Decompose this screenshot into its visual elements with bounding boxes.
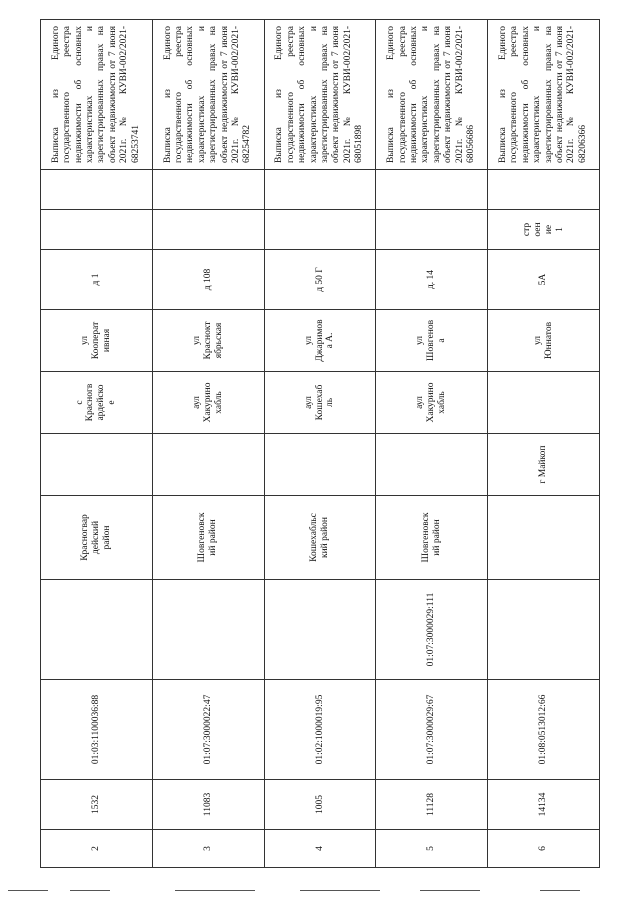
cell-part (152, 210, 264, 250)
cell-house: д 50 Г (264, 250, 376, 310)
cell-part (376, 210, 488, 250)
cell-house: д. 14 (376, 250, 488, 310)
cell-settlement: аул Кошехаб ль (264, 372, 376, 434)
cell-area: 1532 (41, 780, 153, 830)
cell-city (376, 434, 488, 496)
cell-area: 11083 (152, 780, 264, 830)
cell-cadastral2 (488, 580, 600, 680)
cell-num: 6 (488, 830, 600, 868)
cell-street: ул Краснокт ябрьская (152, 310, 264, 372)
cell-area: 11128 (376, 780, 488, 830)
cell-settlement: с Красногв ардейско е (41, 372, 153, 434)
cell-extract: Выписка из Единого государственного реестра недвижимости об основных характеристиках и зарегистрированных правах на объект недвижимости от 7 июня 2021г. № КУВИ-002/2021-68254782 (152, 20, 264, 170)
cell-extra (488, 170, 600, 210)
table-row (376, 20, 488, 868)
cell-cadastral2 (264, 580, 376, 680)
cell-house: 5А (488, 250, 600, 310)
property-table (40, 19, 600, 868)
cell-district: Шовгеновск ий район (152, 496, 264, 580)
cell-cadastral2 (41, 580, 153, 680)
cell-city (41, 434, 153, 496)
cell-extra (264, 170, 376, 210)
cell-cadastral: 01:02:1000019:95 (264, 680, 376, 780)
cell-num: 2 (41, 830, 153, 868)
footer-scan-lines (0, 880, 640, 900)
cell-city: г Майкоп (488, 434, 600, 496)
cell-extract: Выписка из Единого государственного реестра недвижимости об основных характеристиках и зарегистрированных правах на объект недвижимости от 7 июня 2021г. № КУВИ-002/2021-68056686 (376, 20, 488, 170)
cell-district (488, 496, 600, 580)
cell-cadastral: 01:07:3000022:47 (152, 680, 264, 780)
cell-settlement (488, 372, 600, 434)
cell-num: 5 (376, 830, 488, 868)
cell-cadastral: 01:07:3000029:67 (376, 680, 488, 780)
cell-street: ул Кооперат ивная (41, 310, 153, 372)
table-row (264, 20, 376, 868)
cell-area: 1005 (264, 780, 376, 830)
cell-street: ул Юннатов (488, 310, 600, 372)
cell-settlement: аул Хакурино хабль (376, 372, 488, 434)
cell-cadastral2: 01:07:3000029:111 (376, 580, 488, 680)
cell-cadastral: 01:08:0513012:66 (488, 680, 600, 780)
cell-cadastral2 (152, 580, 264, 680)
cell-city (264, 434, 376, 496)
cell-house: д 1 (41, 250, 153, 310)
table-row (41, 20, 153, 868)
cell-cadastral: 01:03:1100036:88 (41, 680, 153, 780)
cell-street: ул Джаримов а А. (264, 310, 376, 372)
cell-city (152, 434, 264, 496)
cell-extra (41, 170, 153, 210)
cell-street: ул Шовгенов а (376, 310, 488, 372)
cell-extract: Выписка из Единого государственного реестра недвижимости об основных характеристиках и зарегистрированных правах на объект недвижимости от 7 июня 2021г. № КУВИ-002/2021-68206366 (488, 20, 600, 170)
cell-part: стр оен ие 1 (488, 210, 600, 250)
cell-house: д 108 (152, 250, 264, 310)
cell-extra (376, 170, 488, 210)
cell-part (264, 210, 376, 250)
cell-num: 3 (152, 830, 264, 868)
cell-settlement: аул Хакурино хабль (152, 372, 264, 434)
rotated-table-wrapper (40, 20, 600, 868)
cell-district: Кошехабльс кий район (264, 496, 376, 580)
cell-extract: Выписка из Единого государственного реестра недвижимости об основных характеристиках и зарегистрированных правах на объект недвижимости от 7 июня 2021г. № КУВИ-002/2021-68253741 (41, 20, 153, 170)
cell-extra (152, 170, 264, 210)
cell-part (41, 210, 153, 250)
table-row (488, 20, 600, 868)
table-row (152, 20, 264, 868)
cell-district: Красногвар дейский район (41, 496, 153, 580)
cell-extract: Выписка из Единого государственного реестра недвижимости об основных характеристиках и зарегистрированных правах на объект недвижимости от 7 июня 2021г. № КУВИ-002/2021-68051898 (264, 20, 376, 170)
cell-district: Шовгеновск ий район (376, 496, 488, 580)
cell-area: 14134 (488, 780, 600, 830)
cell-num: 4 (264, 830, 376, 868)
